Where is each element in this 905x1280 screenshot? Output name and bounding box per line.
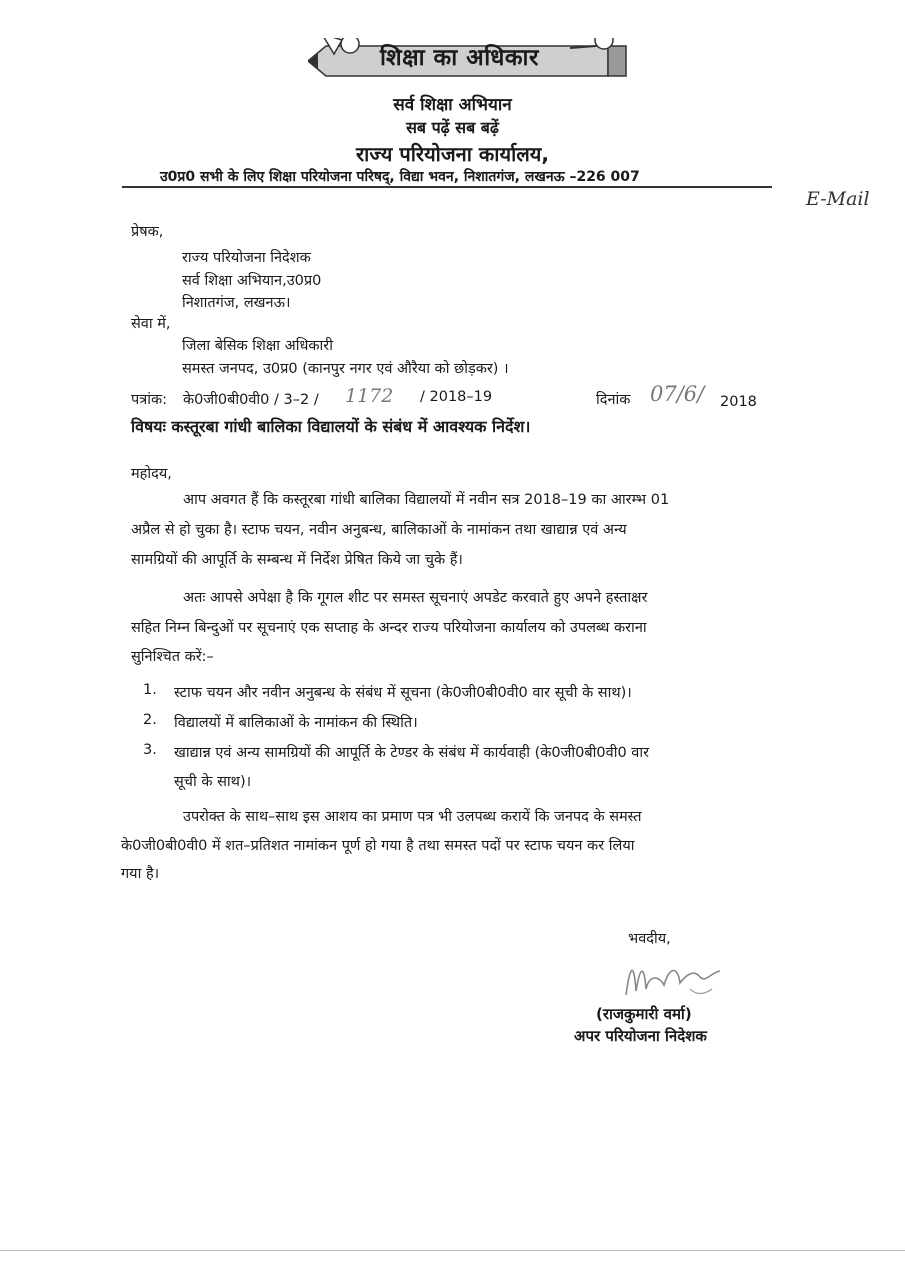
handwritten-note: E-Mail: [806, 188, 870, 210]
para3-line-3: गया है।: [121, 866, 160, 882]
date-label: दिनांक: [596, 392, 631, 408]
point-number: 1.: [143, 682, 157, 698]
para2-line-1: अतः आपसे अपेक्षा है कि गूगल शीट पर समस्त सूचनाएं अपडेट करवाते हुए अपने हस्ताक्षर: [183, 590, 648, 606]
recipient-label: सेवा में,: [131, 316, 171, 332]
header-slogan: सब पढ़ें सब बढ़ें: [406, 118, 499, 137]
scan-edge-line: [0, 1250, 905, 1251]
date-year: 2018: [720, 394, 757, 410]
recipient-line-2: समस्त जनपद, उ0प्र0 (कानपुर नगर एवं औरैया को छोड़कर) ।: [182, 361, 509, 377]
para1-line-2: अप्रैल से हो चुका है। स्टाफ चयन, नवीन अनुबन्ध, बालिकाओं के नामांकन तथा खाद्यान्न एवं अन्य: [131, 522, 627, 538]
sender-label: प्रेषक,: [131, 224, 164, 240]
sender-line-2: सर्व शिक्षा अभियान,उ0प्र0: [182, 273, 322, 289]
office-name: राज्य परियोजना कार्यालय,: [355, 142, 550, 166]
point-text-continued: सूची के साथ)।: [174, 774, 252, 790]
point-text: खाद्यान्न एवं अन्य सामग्रियों की आपूर्ति के टेण्डर के संबंध में कार्यवाही (के0जी0बी0वी0 वार: [174, 745, 650, 761]
point-number: 2.: [143, 712, 157, 728]
para2-line-3: सुनिश्चित करें:–: [131, 649, 214, 665]
point-number: 3.: [143, 742, 157, 758]
office-address: उ0प्र0 सभी के लिए शिक्षा परियोजना परिषद्, विद्या भवन, निशातगंज, लखनऊ –226 007: [160, 169, 640, 185]
para3-line-2: के0जी0बी0वी0 में शत–प्रतिशत नामांकन पूर्ण हो गया है तथा समस्त पदों पर स्टाफ चयन कर लिया: [121, 838, 635, 854]
child-figure-right-icon: [595, 38, 613, 49]
logo-title: शिक्षा का अधिकार: [380, 45, 539, 71]
para3-line-1: उपरोक्त के साथ–साथ इस आशय का प्रमाण पत्र भी उलपब्ध करायें कि जनपद के समस्त: [183, 809, 642, 825]
signature-scribble-icon: [620, 955, 730, 1003]
date-handwritten: 07/6/: [650, 382, 705, 406]
signatory-designation: अपर परियोजना निदेशक: [574, 1027, 707, 1045]
closing-regards: भवदीय,: [628, 931, 671, 947]
header-rule: [122, 186, 772, 188]
reference-number: 1172: [345, 385, 394, 407]
subject-line: विषयः कस्तूरबा गांधी बालिका विद्यालयों के संबंध में आवश्यक निर्देश।: [131, 417, 531, 436]
header-line-1: सर्व शिक्षा अभियान: [393, 95, 512, 115]
para2-line-2: सहित निम्न बिन्दुओं पर सूचनाएं एक सप्ताह के अन्दर राज्य परियोजना कार्यालय को उपलब्ध कराना: [131, 620, 647, 636]
reference-prefix: के0जी0बी0वी0 / 3–2 /: [183, 392, 319, 408]
recipient-line-1: जिला बेसिक शिक्षा अधिकारी: [182, 338, 333, 354]
signature: [620, 955, 730, 1003]
point-text: विद्यालयों में बालिकाओं के नामांकन की स्थिति।: [174, 715, 418, 731]
sender-line-1: राज्य परियोजना निदेशक: [182, 250, 311, 266]
salutation: महोदय,: [131, 466, 172, 482]
para1-line-3: सामग्रियों की आपूर्ति के सम्बन्ध में निर्देश प्रेषित किये जा चुके हैं।: [131, 552, 463, 568]
sender-line-3: निशातगंज, लखनऊ।: [182, 295, 291, 311]
reference-suffix: / 2018–19: [420, 389, 493, 405]
signatory-name: (राजकुमारी वर्मा): [596, 1005, 692, 1023]
para1-line-1: आप अवगत हैं कि कस्तूरबा गांधी बालिका विद्यालयों में नवीन सत्र 2018–19 का आरम्भ 01: [183, 492, 670, 508]
child-figure-left-icon: [341, 38, 359, 53]
reference-label: पत्रांक:: [131, 392, 168, 408]
point-text: स्टाफ चयन और नवीन अनुबन्ध के संबंध में सूचना (के0जी0बी0वी0 वार सूची के साथ)।: [174, 685, 632, 701]
